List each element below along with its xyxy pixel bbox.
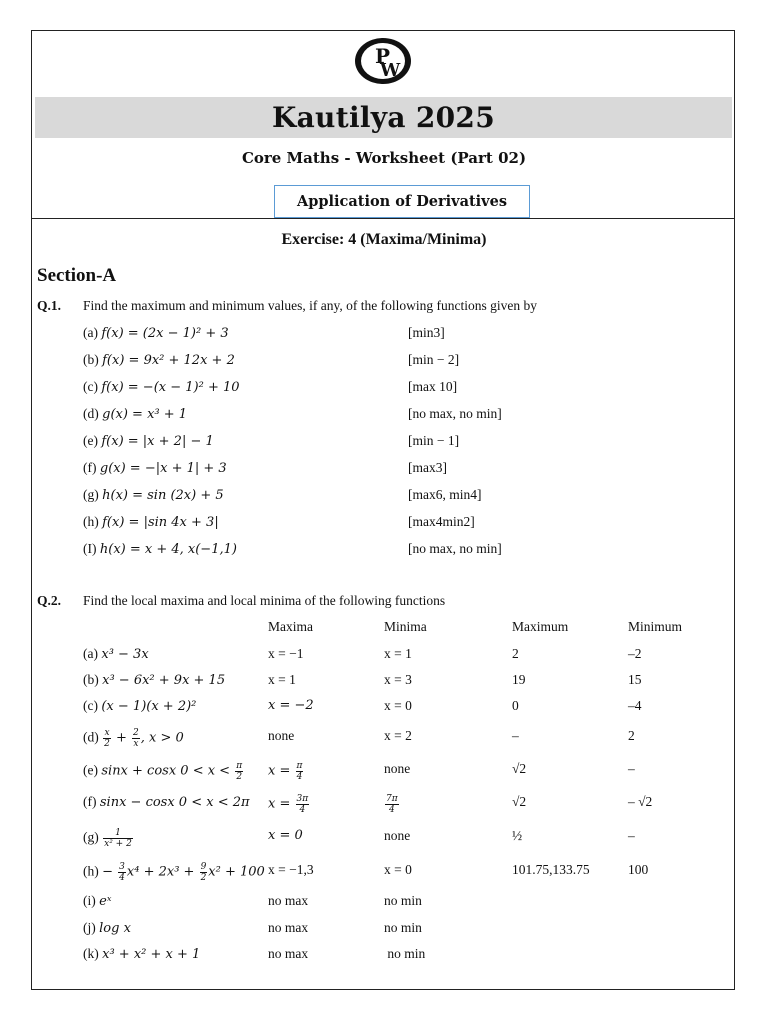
q2-header-maxima: Maxima [268, 619, 313, 634]
q2-maxima: x = 1 [268, 672, 296, 687]
q2-minimum: – [628, 761, 635, 776]
q2-row: (c) (x − 1)(x + 2)² x = −2 x = 0 0 –4 [83, 698, 642, 714]
q2-minimum: 100 [628, 862, 649, 877]
q2-minima: x = 3 [384, 672, 412, 687]
q2-maxima: x = −2 [268, 698, 314, 713]
q1-item [0, 379, 768, 401]
q2-row: (k) x³ + x² + x + 1 no max no min [83, 946, 426, 962]
q1-item [0, 433, 768, 455]
q1-item-expression: (h) f(x) = |sin 4x + 3| [83, 514, 219, 530]
q2-maximum: ½ [512, 828, 523, 843]
q2-minima: x = 2 [384, 728, 412, 743]
q1-item-expression: (e) f(x) = |x + 2| − 1 [83, 433, 214, 449]
q2-header-minima: Minima [384, 619, 427, 634]
q1-item-answer: [max 10] [408, 379, 458, 394]
q2-expr: x³ − 6x² + 9x + 15 [102, 673, 226, 688]
q1-item [0, 541, 768, 563]
q2-row: (e) sinx + cosx 0 < x < $\frac{\pi}{2}$ x = $\frac{\pi}{4}$ none √2 – [83, 761, 635, 782]
q2-row: (j) log x no max no min [83, 920, 422, 936]
q2-maxima: no max [268, 920, 309, 935]
q2-text: Find the local maxima and local minima of the following functions [83, 593, 446, 608]
q2-row: (i) eˣ no max no min [83, 893, 422, 909]
q2-minimum: 15 [628, 672, 642, 687]
q2-header-minimum: Minimum [628, 619, 683, 634]
q2-minima: x = 0 [384, 698, 412, 713]
q2-minimum: – √2 [628, 794, 653, 809]
svg-text:W: W [380, 60, 401, 81]
q2-maxima: x = 0 [268, 828, 303, 843]
q2-maximum: 0 [512, 698, 519, 713]
q1-item-answer: [min − 2] [408, 352, 460, 367]
q2-minima: no min [384, 893, 422, 908]
q2-header-maximum: Maximum [512, 619, 569, 634]
q1-item [0, 514, 768, 536]
q1-item-answer: [no max, no min] [408, 541, 502, 556]
q1-item-expression: (c) f(x) = −(x − 1)² + 10 [83, 379, 240, 395]
q2-maximum: 2 [512, 646, 519, 661]
q2-minimum: 2 [628, 728, 635, 743]
q2-maxima: no max [268, 893, 309, 908]
header-divider [31, 218, 735, 219]
q2-row: (g) $\frac{1}{\text{x² + 2}}$ x = 0 none ½ – [83, 828, 635, 849]
q2-maxima: x = −1,3 [268, 862, 314, 877]
q2-minima: none [384, 828, 411, 843]
title-band [35, 97, 732, 138]
q2-maximum: – [512, 728, 519, 743]
q2-minimum: –2 [628, 646, 642, 661]
q2-maximum: √2 [512, 761, 527, 776]
q1-item-expression: (g) h(x) = sin (2x) + 5 [83, 487, 224, 503]
section-heading: Section-A [37, 265, 117, 286]
q2-maxima: x = −1 [268, 646, 304, 661]
q1-item-expression: (I) h(x) = x + 4, x(−1,1) [83, 541, 237, 557]
q2-maxima: no max [268, 946, 309, 961]
q1-number: Q.1. [37, 298, 62, 313]
worksheet-subtitle: Core Maths - Worksheet (Part 02) [241, 149, 527, 167]
svg-text:P: P [375, 44, 391, 68]
q2-number: Q.2. [37, 593, 62, 608]
topic-box: Application of Derivatives [274, 185, 530, 218]
q2-maxima: none [268, 728, 295, 743]
q1-item-answer: [no max, no min] [408, 406, 502, 421]
q1-item-answer: [max3] [408, 460, 447, 475]
q2-row: (d) $\frac{x}{2}$ + $\frac{2}{x}$ , x > 0 none x = 2 – 2 [83, 728, 635, 749]
q2-minima: none [384, 761, 411, 776]
page-title: Kautilya 2025 [271, 101, 496, 134]
q2-minima: x = 0 [384, 862, 412, 877]
q1-item [0, 352, 768, 374]
q2-minimum: –4 [628, 698, 642, 713]
q1-item-answer: [min − 1] [408, 433, 460, 448]
q2-row: (h) − $\frac{3}{4}$ x⁴ + 2x³ + $\frac{9}{2}$ x² + 100 x = −1,3 x = 0 101.75,133.75 100 [83, 862, 649, 883]
exercise-heading: Exercise: 4 (Maxima/Minima) [281, 231, 487, 248]
q1-item-expression: (a) f(x) = (2x − 1)² + 3 [83, 325, 229, 341]
q2-maximum: 19 [512, 672, 526, 687]
q1-item-answer: [min3] [408, 325, 445, 340]
q1-item-expression: (d) g(x) = x³ + 1 [83, 406, 188, 422]
q1-item-expression: (f) g(x) = −|x + 1| + 3 [83, 460, 227, 476]
q2-row: (a) x³ − 3x x = −1 x = 1 2 –2 [83, 646, 642, 662]
q2-maximum: √2 [512, 794, 527, 809]
q1-item-expression: (b) f(x) = 9x² + 12x + 2 [83, 352, 235, 368]
q2-expr: (x − 1)(x + 2)² [101, 699, 197, 714]
q1-item-answer: [max6, min4] [408, 487, 482, 502]
q2-minimum: – [628, 828, 635, 843]
q1-item [0, 325, 768, 347]
q2-minima: no min [384, 946, 426, 961]
q2-row: (b) x³ − 6x² + 9x + 15 x = 1 x = 3 19 15 [83, 672, 642, 688]
q2-minima: no min [384, 920, 422, 935]
q1-item [0, 460, 768, 482]
q2-maximum: 101.75,133.75 [512, 862, 590, 877]
pw-logo [353, 36, 413, 86]
q1-item [0, 406, 768, 428]
q2-row: (f) sinx − cosx 0 < x < 2π x = $\frac{3\pi}{4}$ $\frac{7\pi}{4}$ √2 – √2 [83, 794, 653, 815]
q2-minima: x = 1 [384, 646, 412, 661]
q1-item [0, 487, 768, 509]
q1-item-answer: [max4min2] [408, 514, 475, 529]
q2-expr: x³ − 3x [101, 647, 149, 662]
q1-text: Find the maximum and minimum values, if any, of the following functions given by [83, 298, 537, 313]
